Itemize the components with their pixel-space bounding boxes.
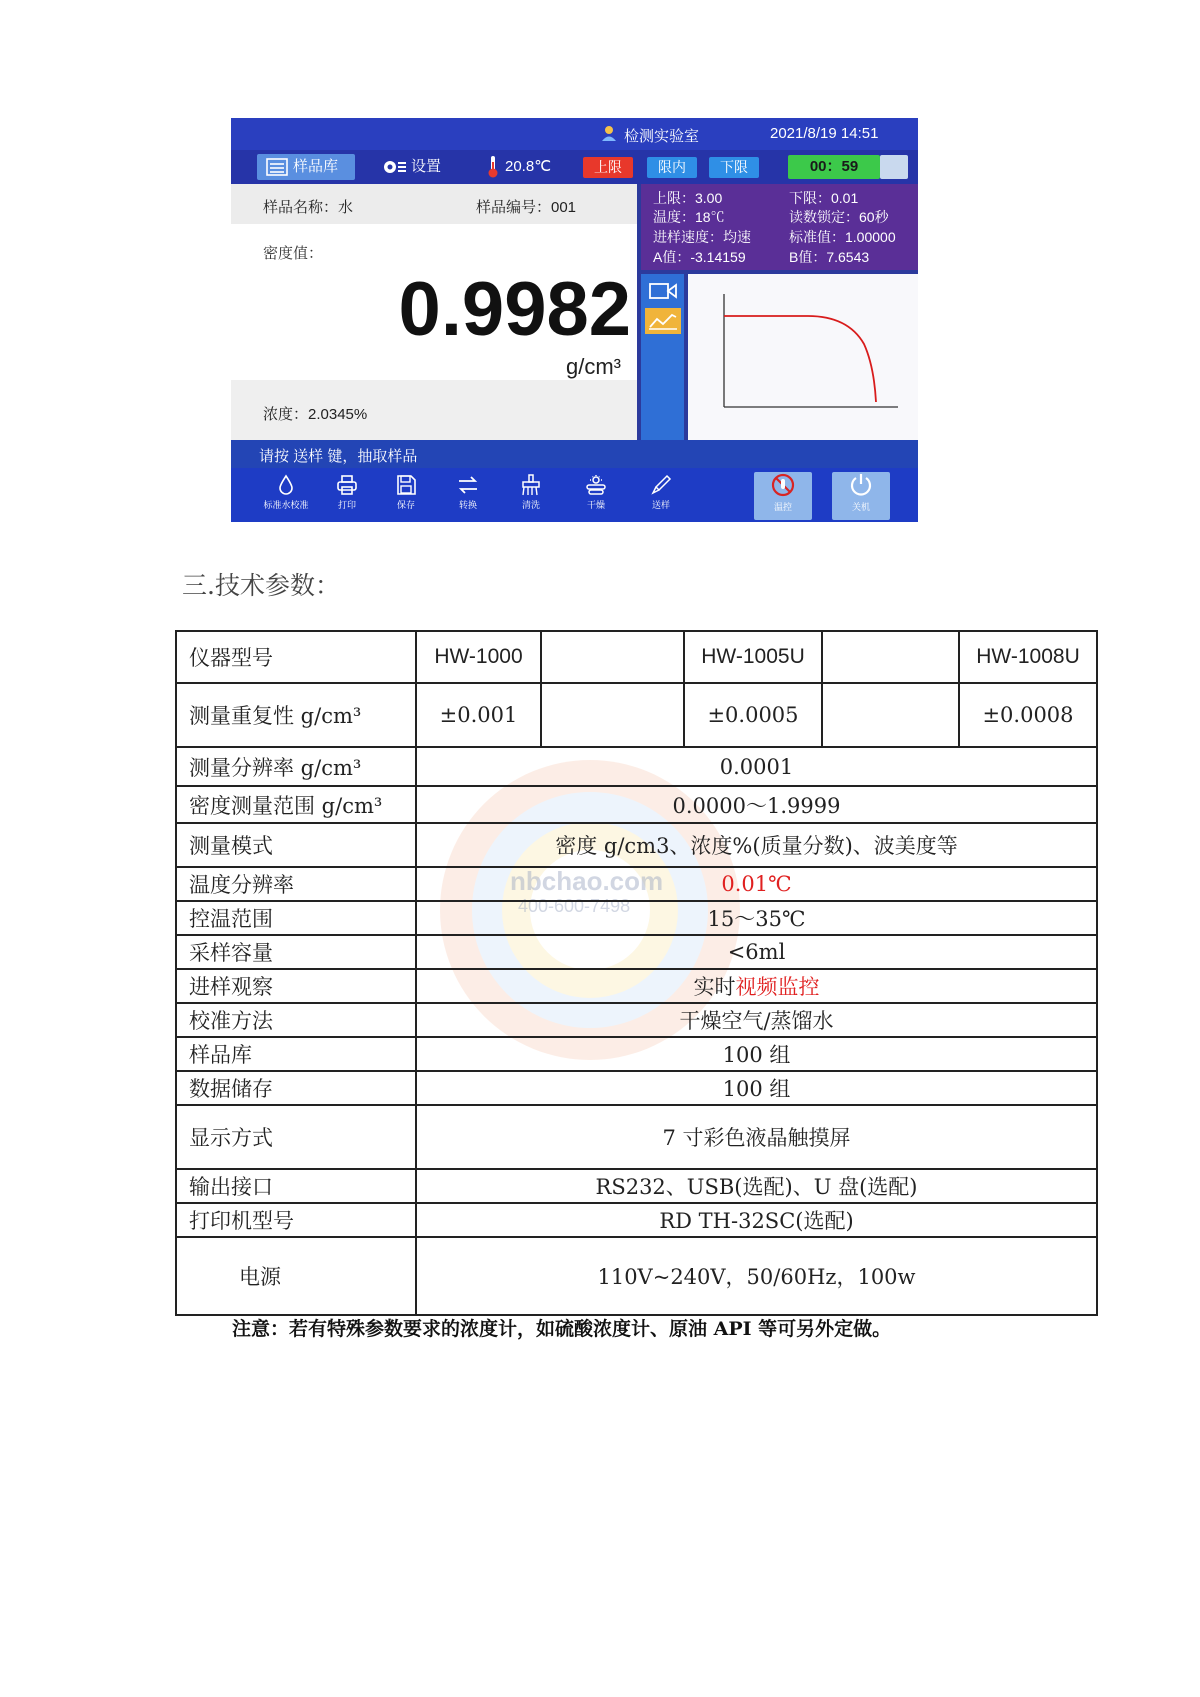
clean-button[interactable] bbox=[506, 474, 556, 511]
param-b: B值：7.6543 bbox=[789, 249, 870, 265]
observe-highlight: 视频监控 bbox=[735, 975, 820, 999]
param-upper: 上限：3.00 bbox=[653, 190, 723, 206]
row-label-calibration: 校准方法 bbox=[176, 1003, 416, 1037]
table-row bbox=[176, 867, 1097, 901]
row-label-mode: 测量模式 bbox=[176, 823, 416, 867]
table-row bbox=[176, 1003, 1097, 1037]
temp-control-icon bbox=[770, 472, 796, 498]
concentration-value: 浓度：2.0345% bbox=[263, 406, 368, 423]
model-hw1000: HW-1000 bbox=[416, 631, 541, 683]
temp-control-label: 温控 bbox=[773, 502, 792, 512]
graph-curve bbox=[724, 316, 876, 402]
lab-name: 检测实验室 bbox=[624, 128, 700, 145]
line-chart-icon bbox=[645, 308, 681, 334]
measurement-panel bbox=[231, 184, 637, 440]
model-hw1008u: HW-1008U bbox=[959, 631, 1097, 683]
gear-icon bbox=[381, 157, 407, 177]
density-value: 0.9982 bbox=[398, 267, 631, 352]
print-button[interactable] bbox=[322, 474, 372, 511]
calibrate-label: 标准水校准 bbox=[263, 500, 309, 510]
calibrate-button[interactable] bbox=[261, 474, 311, 511]
save-icon bbox=[395, 474, 417, 496]
printer-value: RD TH-32SC(选配) bbox=[416, 1203, 1097, 1237]
switch-button[interactable] bbox=[443, 474, 493, 511]
param-lock: 读数锁定：60秒 bbox=[789, 209, 889, 225]
water-drop-icon bbox=[276, 474, 296, 496]
datetime: 2021/8/19 14:51 bbox=[770, 125, 879, 142]
row-label-output: 输出接口 bbox=[176, 1169, 416, 1203]
param-standard: 标准值：1.00000 bbox=[789, 229, 896, 245]
table-row bbox=[176, 823, 1097, 867]
row-label-temp-range: 控温范围 bbox=[176, 901, 416, 935]
row-label-volume: 采样容量 bbox=[176, 935, 416, 969]
footnote: 注意：若有特殊参数要求的浓度计，如硫酸浓度计、原油 API 等可另外定做。 bbox=[232, 1318, 892, 1340]
calibration-value: 干燥空气/蒸馏水 bbox=[416, 1003, 1097, 1037]
parameter-panel bbox=[641, 184, 918, 270]
clean-label: 清洗 bbox=[521, 500, 540, 510]
display-value: 7 寸彩色液晶触摸屏 bbox=[416, 1105, 1097, 1169]
tab-bar bbox=[231, 150, 918, 184]
power-off-button[interactable] bbox=[832, 472, 890, 520]
watermark-tel: 400-600-7498 bbox=[518, 896, 631, 916]
power-icon bbox=[848, 472, 874, 498]
power-off-label: 关机 bbox=[851, 502, 870, 512]
timer-progress-tail bbox=[880, 155, 908, 179]
table-row bbox=[176, 747, 1097, 786]
lower-limit-indicator: 下限 bbox=[709, 157, 759, 178]
tab-sample-library[interactable] bbox=[257, 154, 355, 180]
param-lower: 下限：0.01 bbox=[789, 190, 859, 206]
blank-cell bbox=[822, 683, 959, 747]
table-row bbox=[176, 1203, 1097, 1237]
inject-sample-label: 送样 bbox=[651, 500, 670, 510]
repeat-hw1005u: ±0.0005 bbox=[684, 683, 822, 747]
output-value: RS232、USB(选配)、U 盘(选配) bbox=[416, 1169, 1097, 1203]
param-a: A值：-3.14159 bbox=[653, 249, 746, 265]
user-lab-icon bbox=[600, 124, 618, 142]
save-button[interactable] bbox=[381, 474, 431, 511]
table-row bbox=[176, 1237, 1097, 1315]
row-label-resolution: 测量分辨率 g/cm³ bbox=[176, 747, 416, 786]
row-label-repeat: 测量重复性 g/cm³ bbox=[176, 683, 416, 747]
dry-icon bbox=[584, 474, 608, 496]
spec-table bbox=[175, 630, 1098, 1316]
sample-info-bar bbox=[231, 184, 637, 224]
view-switcher bbox=[641, 274, 684, 440]
blank-cell bbox=[822, 631, 959, 683]
table-row bbox=[176, 969, 1097, 1003]
range-value: 0.0000～1.9999 bbox=[416, 786, 1097, 823]
library-value: 100 组 bbox=[416, 1037, 1097, 1071]
watermark-site: nbchao.com bbox=[510, 866, 664, 896]
concentration-bar bbox=[231, 380, 637, 440]
pipette-icon bbox=[650, 474, 672, 496]
instruction-bar bbox=[231, 440, 918, 468]
density-label: 密度值： bbox=[263, 245, 324, 262]
inject-sample-button[interactable] bbox=[636, 474, 686, 511]
resolution-value: 0.0001 bbox=[416, 747, 1097, 786]
blank-cell bbox=[541, 683, 684, 747]
tab-library-label: 样品库 bbox=[293, 158, 339, 175]
power-value: 110V~240V，50/60Hz，100w bbox=[416, 1237, 1097, 1315]
sample-name: 样品名称：水 bbox=[263, 199, 354, 216]
temp-resolution-value: 0.01℃ bbox=[416, 867, 1097, 901]
density-curve-graph bbox=[688, 274, 918, 440]
instruction-text: 请按 送样 键，抽取样品 bbox=[259, 448, 418, 465]
table-row bbox=[176, 1169, 1097, 1203]
status-bar bbox=[231, 118, 918, 150]
row-label-printer: 打印机型号 bbox=[176, 1203, 416, 1237]
row-label-model: 仪器型号 bbox=[176, 631, 416, 683]
temperature-value: 20.8℃ bbox=[505, 158, 552, 175]
table-row bbox=[176, 1037, 1097, 1071]
mode-value: 密度 g/cm3、浓度%(质量分数)、波美度等 bbox=[416, 823, 1097, 867]
model-hw1005u: HW-1005U bbox=[684, 631, 822, 683]
table-row bbox=[176, 1105, 1097, 1169]
storage-value: 100 组 bbox=[416, 1071, 1097, 1105]
tab-settings-label: 设置 bbox=[411, 158, 442, 175]
row-label-temp-resolution: 温度分辨率 bbox=[176, 867, 416, 901]
upper-limit-indicator: 上限 bbox=[583, 157, 633, 178]
volume-value: <6ml bbox=[416, 935, 1097, 969]
row-label-storage: 数据储存 bbox=[176, 1071, 416, 1105]
chart-view-button[interactable] bbox=[645, 308, 681, 334]
section-title: 三.技术参数： bbox=[182, 571, 340, 600]
printer-icon bbox=[336, 474, 358, 496]
table-row bbox=[176, 786, 1097, 823]
countdown-timer: 00：59 bbox=[788, 155, 880, 179]
save-label: 保存 bbox=[396, 500, 415, 510]
dry-button[interactable] bbox=[571, 474, 621, 511]
table-row bbox=[176, 935, 1097, 969]
row-label-observe: 进样观察 bbox=[176, 969, 416, 1003]
repeat-hw1000: ±0.001 bbox=[416, 683, 541, 747]
table-row bbox=[176, 901, 1097, 935]
dry-label: 干燥 bbox=[586, 500, 605, 510]
thermometer-icon bbox=[487, 155, 499, 179]
sample-number: 样品编号：001 bbox=[476, 199, 577, 216]
device-screen bbox=[231, 118, 918, 522]
video-camera-icon bbox=[645, 280, 681, 302]
param-temp: 温度：18℃ bbox=[653, 209, 725, 225]
clean-icon bbox=[520, 474, 542, 496]
temp-control-button[interactable] bbox=[754, 472, 812, 520]
row-label-range: 密度测量范围 g/cm³ bbox=[176, 786, 416, 823]
observe-prefix: 实时 bbox=[693, 975, 736, 999]
observe-value bbox=[416, 969, 1097, 1003]
row-label-power: 电源 bbox=[176, 1237, 416, 1315]
temp-range-value: 15～35℃ bbox=[416, 901, 1097, 935]
table-row bbox=[176, 683, 1097, 747]
list-icon bbox=[266, 158, 288, 176]
repeat-hw1008u: ±0.0008 bbox=[959, 683, 1097, 747]
density-unit: g/cm³ bbox=[566, 354, 621, 379]
within-limit-indicator: 限内 bbox=[647, 157, 697, 178]
switch-label: 转换 bbox=[458, 500, 477, 510]
row-label-display: 显示方式 bbox=[176, 1105, 416, 1169]
print-label: 打印 bbox=[337, 500, 356, 510]
bottom-toolbar bbox=[231, 468, 918, 522]
video-view-button[interactable] bbox=[645, 280, 681, 302]
switch-icon bbox=[456, 474, 480, 496]
table-row bbox=[176, 1071, 1097, 1105]
param-speed: 进样速度：均速 bbox=[653, 229, 751, 245]
blank-cell bbox=[541, 631, 684, 683]
row-label-library: 样品库 bbox=[176, 1037, 416, 1071]
table-row bbox=[176, 631, 1097, 683]
